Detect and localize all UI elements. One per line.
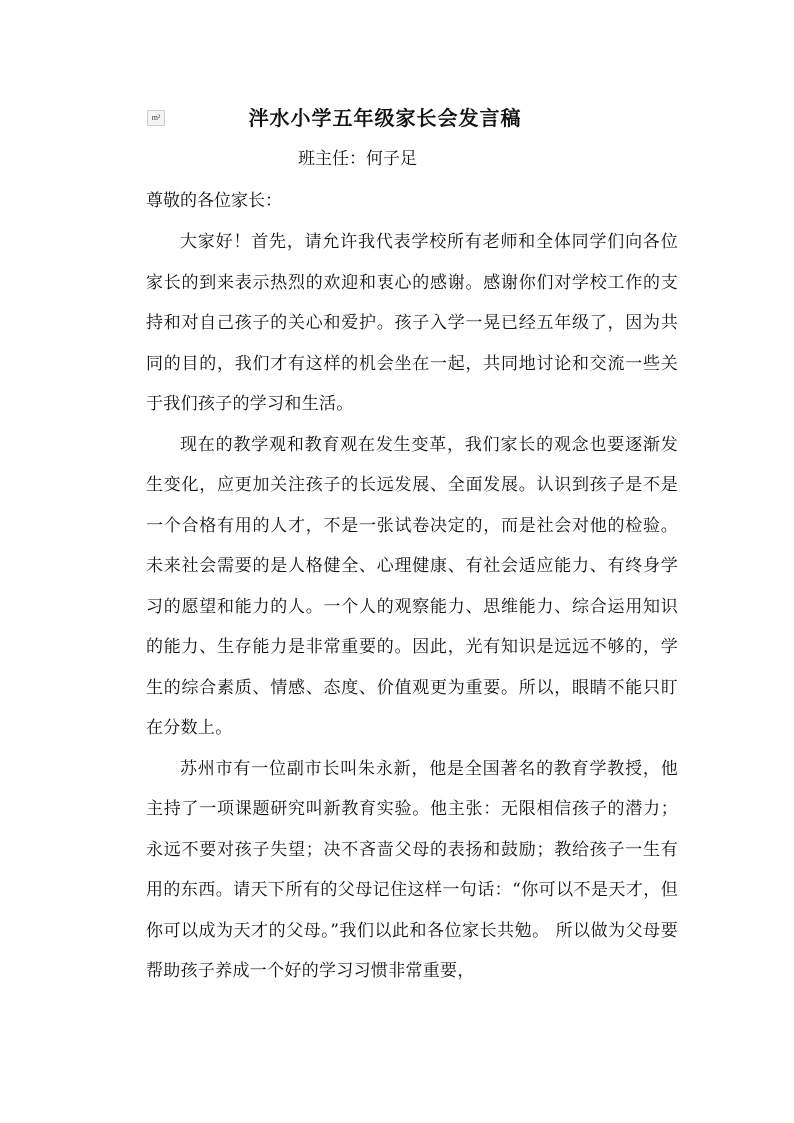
paragraph-1: 大家好！首先，请允许我代表学校所有老师和全体同学们向各位家长的到来表示热烈的欢迎和衷心的感谢。感谢你们对学校工作的支持和对自己孩子的关心和爱护。孩子入学一晃已经五年级了，因为共同的目的，我们才有这样的机会坐在一起，共同地讨论和交流一些关于我们孩子的学习和生活。 xyxy=(146,232,678,414)
corner-mark-icon: m² xyxy=(147,110,165,126)
paragraph-2: 现在的教学观和教育观在发生变革，我们家长的观念也要逐渐发生变化，应更加关注孩子的长远发展、全面发展。认识到孩子是不是一个合格有用的人才，不是一张试卷决定的，而是社会对他的检验。未来社会需要的是人格健全、心理健康、有社会适应能力、有终身学习的愿望和能力的人。一个人的观察能力、思维能力、综合运用知识的能力、生存能力是非常重要的。因此，光有知识是远远不够的，学生的综合素质、情感、态度、价值观更为重要。所以，眼睛不能只盯在分数上。 xyxy=(146,434,678,738)
body-text xyxy=(146,222,678,992)
greeting-line: 尊敬的各位家长： xyxy=(146,191,282,211)
document-title: 泮水小学五年级家长会发言稿 xyxy=(248,106,522,130)
paragraph-3: 苏州市有一位副市长叫朱永新，他是全国著名的教育学教授，他主持了一项课题研究叫新教育实验。他主张：无限相信孩子的潜力；永远不要对孩子失望；决不吝啬父母的表扬和鼓励；教给孩子一生有用的东西。请天下所有的父母记住这样一句话：“你可以不是天才，但你可以成为天才的父母。”我们以此和各位家长共勉。 所以做为父母要帮助孩子养成一个好的学习习惯非常重要， xyxy=(146,758,678,981)
document-subtitle: 班主任：何子足 xyxy=(298,149,417,169)
